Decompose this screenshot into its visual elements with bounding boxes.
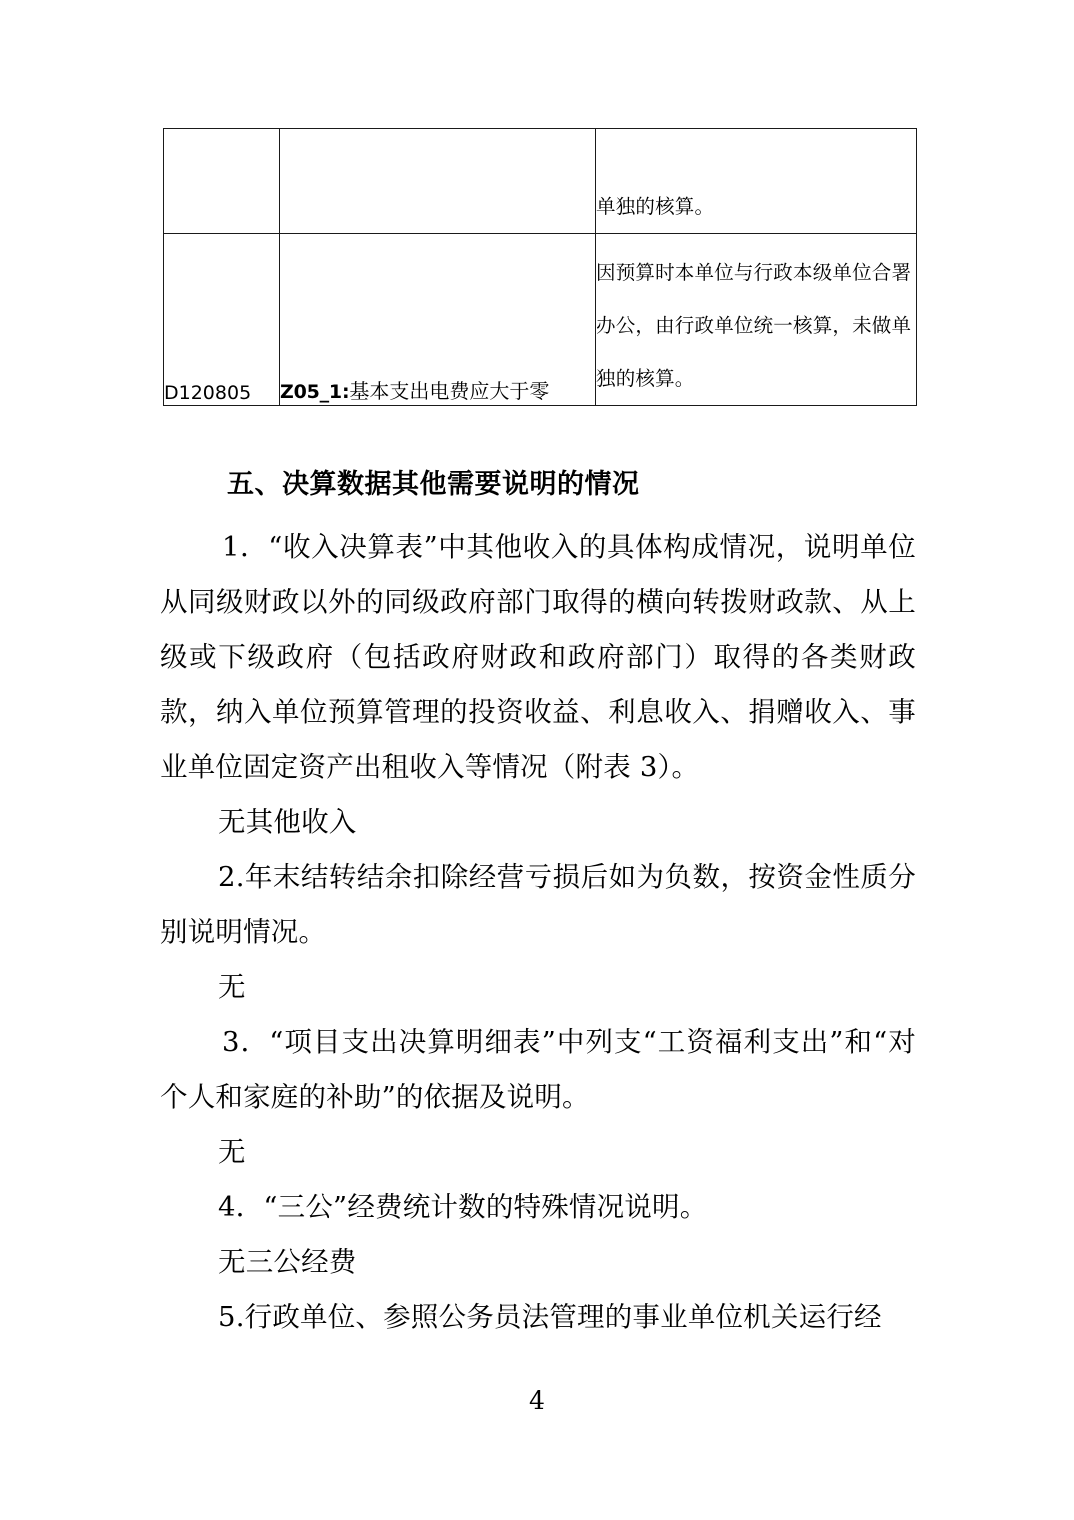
table-cell-code [164, 129, 280, 234]
table-cell-rule [280, 234, 596, 406]
page-number: 4 [529, 1386, 545, 1415]
rule-id-text: Z05_1: [280, 381, 350, 404]
paragraph-item-5: 5.行政单位、参照公务员法管理的事业单位机关运行经 [218, 1301, 882, 1333]
paragraph-answer-1: 无其他收入 [218, 806, 357, 838]
paragraph-item-3: 3．“项目支出决算明细表”中列支“工资福利支出”和“对个人和家庭的补助”的依据及说明。 [160, 1026, 916, 1113]
rule-description-text: 基本支出电费应大于零 [349, 379, 550, 404]
paragraph-answer-2: 无 [218, 971, 246, 1003]
paragraph-item-2: 2.年末结转结余扣除经营亏损后如为负数，按资金性质分别说明情况。 [160, 861, 916, 948]
audit-findings-table [163, 128, 917, 406]
section-body [160, 520, 916, 1345]
table-cell-rule [280, 129, 596, 234]
paragraph-answer-3: 无 [218, 1136, 246, 1168]
table-row [164, 129, 917, 234]
table-row [164, 234, 917, 406]
paragraph-item-4: 4．“三公”经费统计数的特殊情况说明。 [218, 1191, 708, 1223]
paragraph-answer-4: 无三公经费 [218, 1246, 357, 1278]
table-cell-code: D120805 [164, 234, 280, 406]
paragraph-item-1: 1．“收入决算表”中其他收入的具体构成情况，说明单位从同级财政以外的同级政府部门取得的横向转拨财政款、从上级或下级政府（包括政府财政和政府部门）取得的各类财政款，纳入单位预算管理的投资收益、利息收入、捐赠收入、事业单位固定资产出租收入等情况（附表 3）。 [160, 531, 916, 783]
section-heading: 五、决算数据其他需要说明的情况 [227, 469, 640, 500]
table-cell-note: 单独的核算。 [596, 129, 917, 234]
table-cell-note: 因预算时本单位与行政本级单位合署办公，由行政单位统一核算，未做单独的核算。 [596, 234, 917, 406]
